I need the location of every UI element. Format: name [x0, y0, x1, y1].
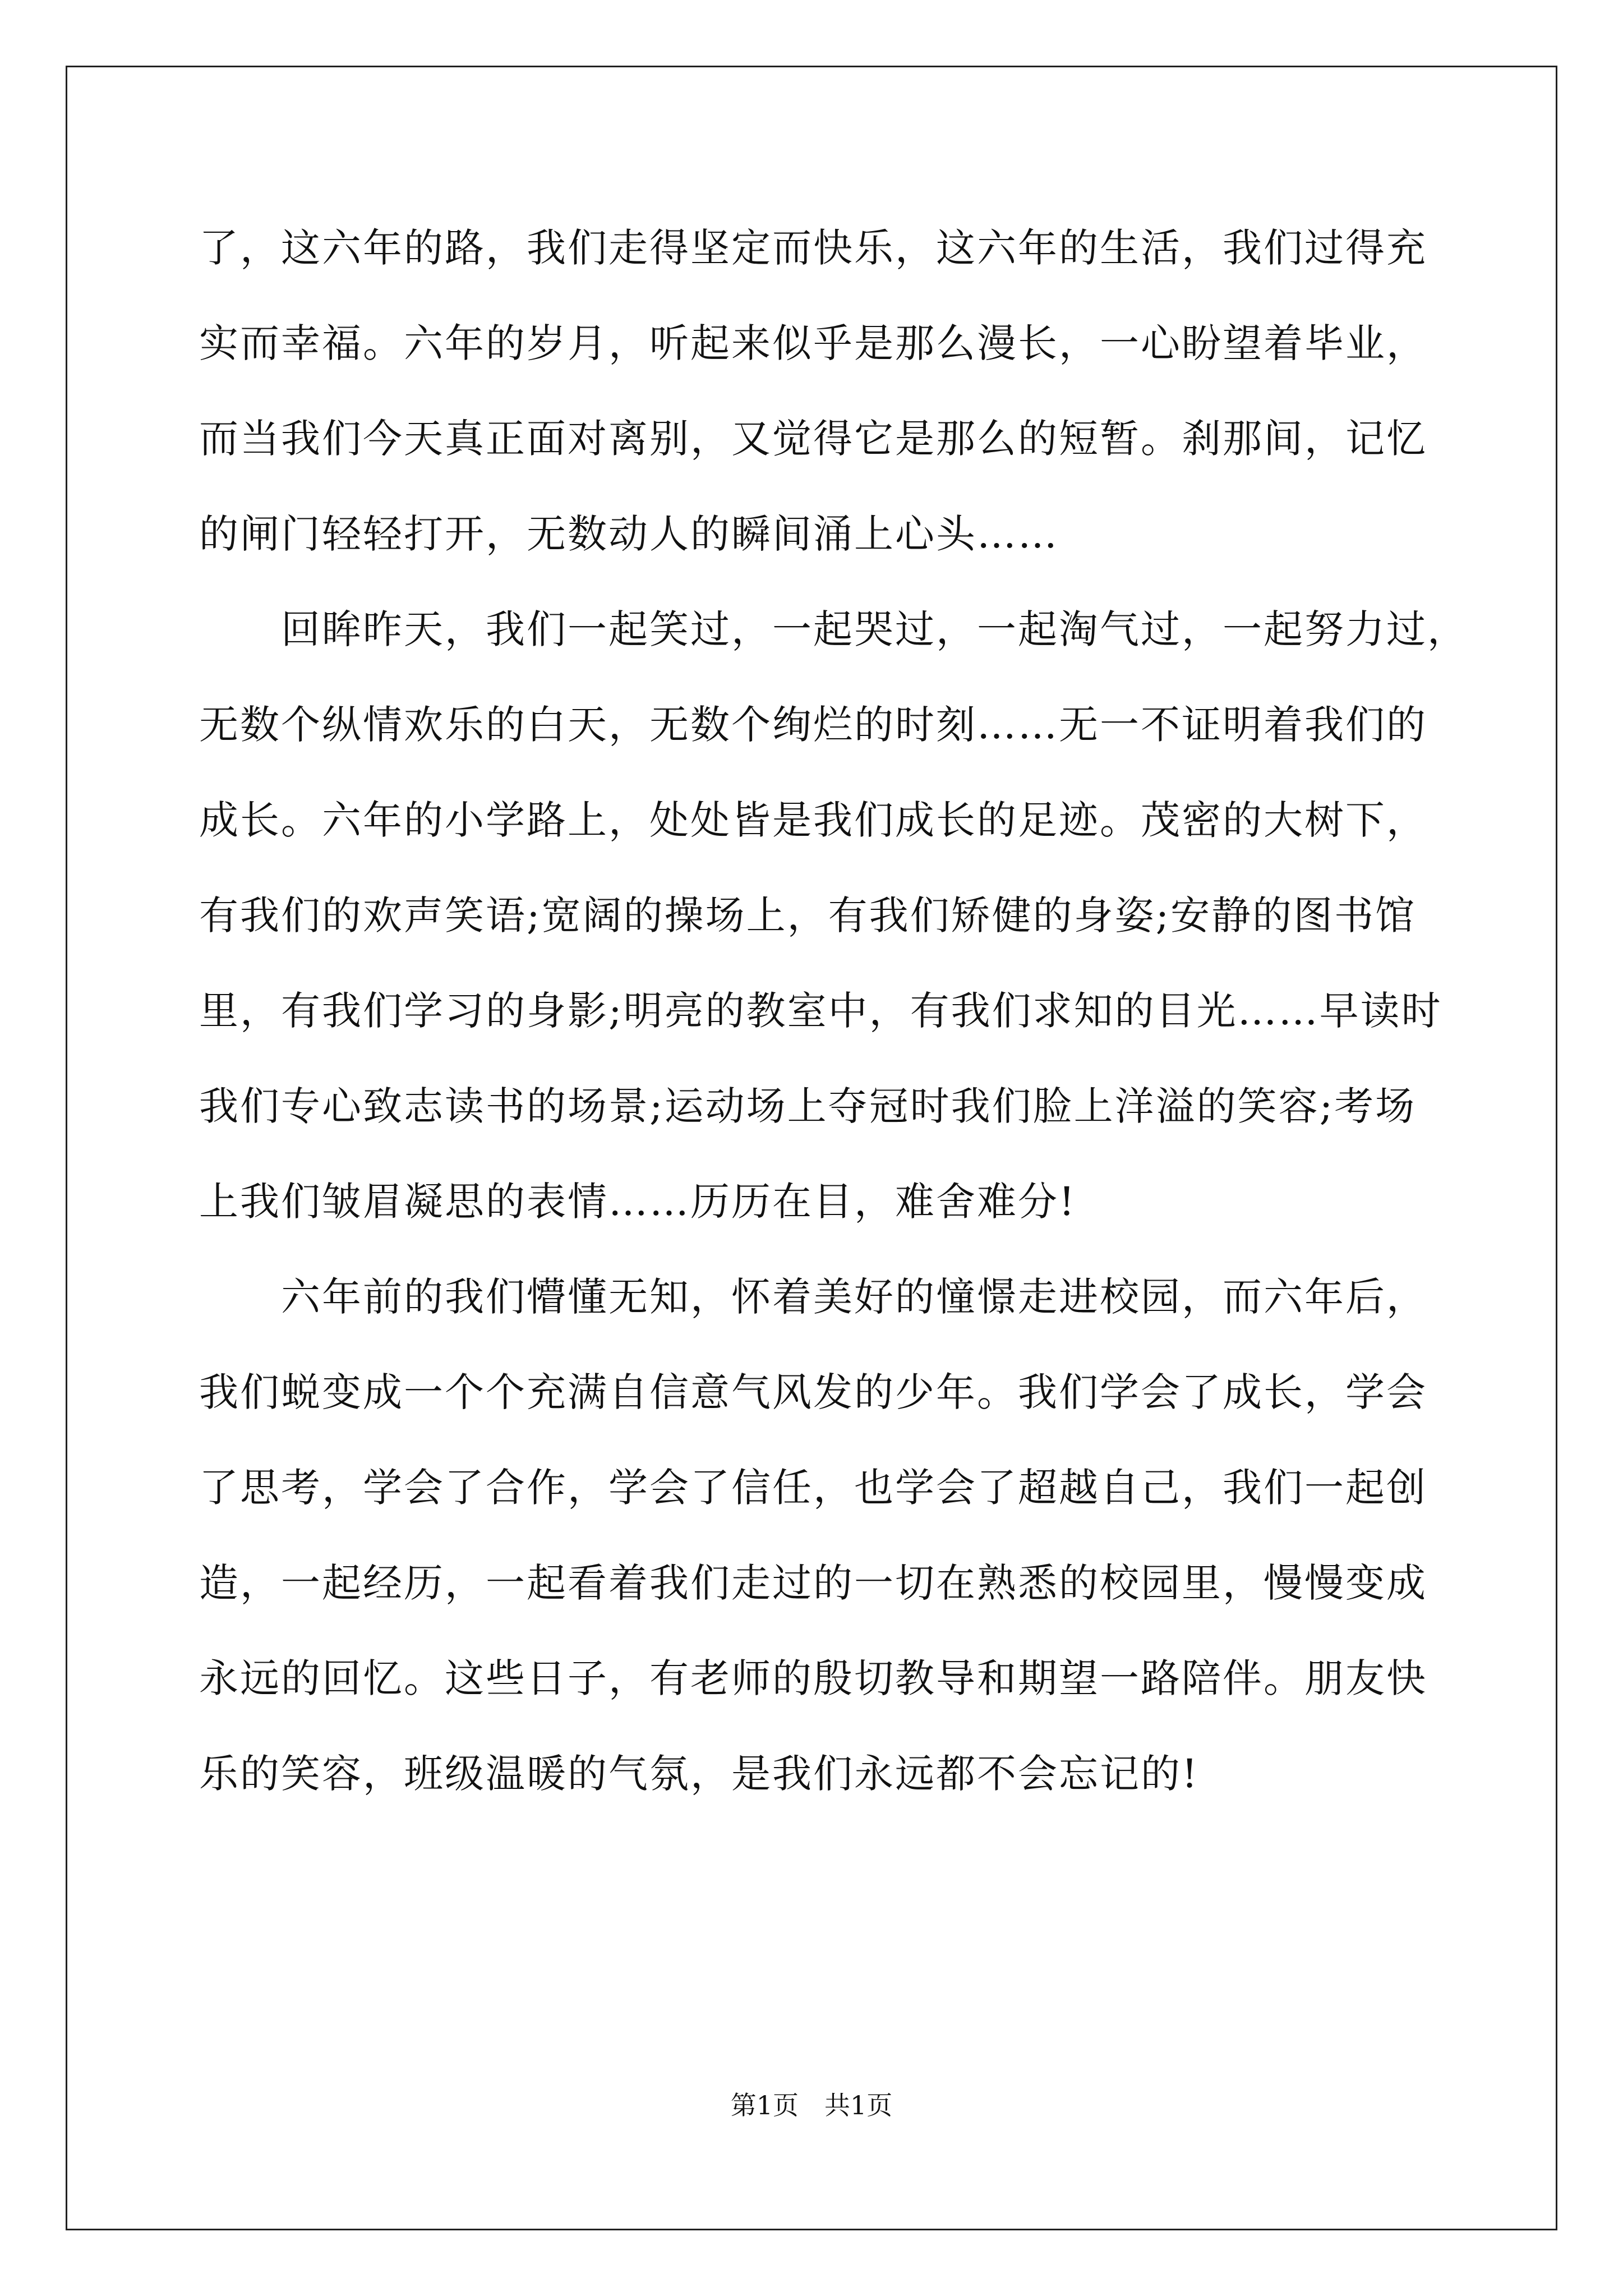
text-line: 造，一起经历，一起看着我们走过的一切在熟悉的校园里，慢慢变成 [199, 1560, 1427, 1606]
text-line: 了，这六年的路，我们走得坚定而快乐，这六年的生活，我们过得充 [199, 225, 1427, 271]
text-line: 无数个纵情欢乐的白天，无数个绚烂的时刻……无一不证明着我们的 [199, 702, 1427, 748]
text-line: 成长。六年的小学路上，处处皆是我们成长的足迹。茂密的大树下， [199, 797, 1427, 843]
text-line: 我们专心致志读书的场景;运动场上夺冠时我们脸上洋溢的笑容;考场 [199, 1083, 1417, 1129]
page-border [66, 66, 1557, 2230]
text-line: 上我们皱眉凝思的表情……历历在目，难舍难分! [199, 1179, 1077, 1225]
text-line: 乐的笑容，班级温暖的气氛，是我们永远都不会忘记的! [199, 1751, 1200, 1797]
text-line: 有我们的欢声笑语;宽阔的操场上，有我们矫健的身姿;安静的图书馆 [199, 892, 1417, 938]
text-line: 了思考，学会了合作，学会了信任，也学会了超越自己，我们一起创 [199, 1465, 1427, 1511]
text-line: 回眸昨天，我们一起笑过，一起哭过，一起淘气过，一起努力过， [199, 606, 1468, 652]
text-line: 永远的回忆。这些日子，有老师的殷切教导和期望一路陪伴。朋友快 [199, 1655, 1427, 1701]
text-line: 的闸门轻轻打开，无数动人的瞬间涌上心头…… [199, 511, 1059, 557]
text-line: 实而幸福。六年的岁月，听起来似乎是那么漫长，一心盼望着毕业， [199, 320, 1427, 366]
page-footer: 第1页 共1页 [730, 2090, 893, 2120]
text-line: 里，有我们学习的身影;明亮的教室中，有我们求知的目光……早读时 [199, 988, 1442, 1034]
text-line: 而当我们今天真正面对离别，又觉得它是那么的短暂。刹那间，记忆 [199, 416, 1427, 462]
text-line: 六年前的我们懵懂无知，怀着美好的憧憬走进校园，而六年后， [199, 1274, 1427, 1320]
text-line: 我们蜕变成一个个充满自信意气风发的少年。我们学会了成长，学会 [199, 1369, 1427, 1415]
